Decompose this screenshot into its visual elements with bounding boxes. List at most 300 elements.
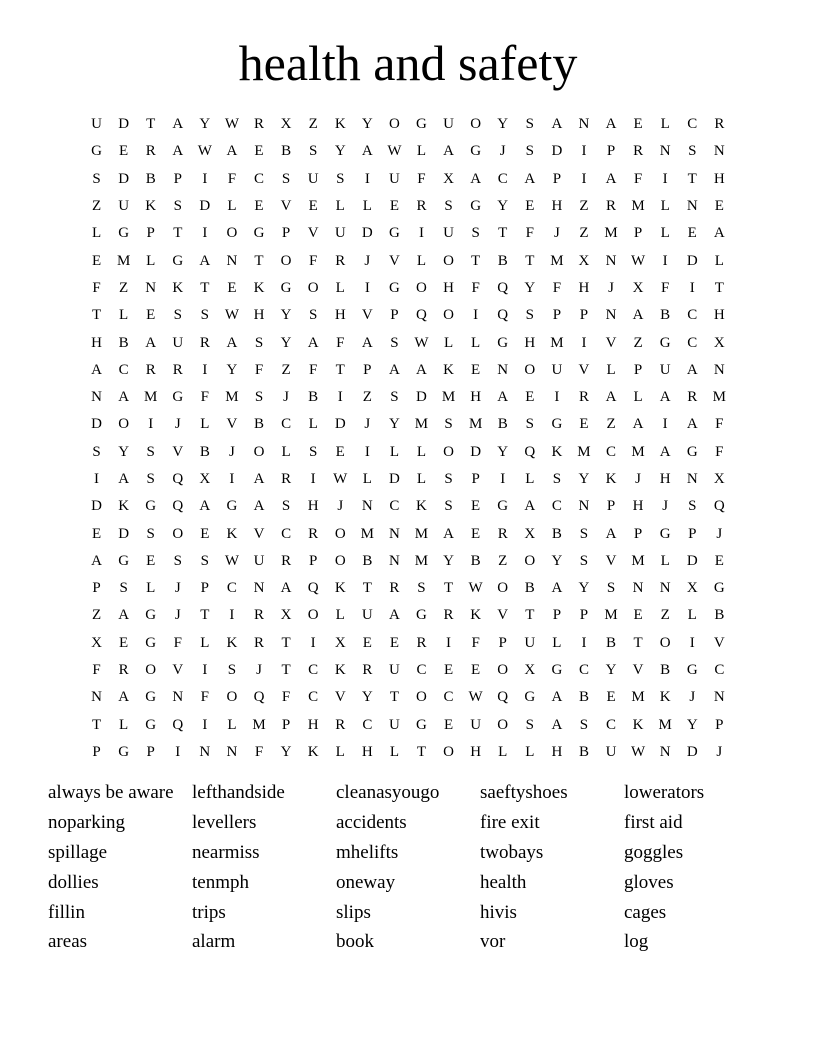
- grid-letter: C: [497, 170, 508, 187]
- grid-letter: N: [91, 389, 102, 406]
- grid-letter: V: [605, 552, 617, 569]
- grid-letter: F: [281, 689, 291, 706]
- grid-letter: O: [172, 525, 184, 542]
- grid-letter: G: [253, 225, 265, 242]
- grid-letter: T: [498, 225, 508, 242]
- grid-letter: U: [388, 662, 400, 679]
- grid-letter: E: [443, 716, 454, 733]
- grid-letter: L: [660, 225, 670, 242]
- grid-letter: C: [687, 116, 698, 133]
- grid-letter: Q: [172, 716, 184, 733]
- grid-letter: J: [364, 416, 371, 433]
- grid-letter: P: [173, 170, 182, 187]
- grid-letter: C: [308, 689, 319, 706]
- grid-letter: H: [632, 498, 644, 515]
- grid-letter: M: [225, 389, 239, 406]
- word-bank-item: log: [624, 931, 649, 953]
- grid-letter: N: [388, 552, 400, 569]
- grid-letter: A: [443, 143, 454, 160]
- grid-letter: Z: [91, 607, 102, 624]
- grid-letter: W: [631, 252, 646, 269]
- grid-letter: R: [281, 471, 292, 487]
- grid-letter: E: [471, 525, 481, 542]
- grid-letter: U: [443, 225, 454, 242]
- grid-letter: T: [687, 170, 697, 187]
- word-bank-item: always be aware: [48, 782, 174, 804]
- grid-letter: G: [659, 525, 671, 542]
- grid-letter: H: [361, 743, 373, 760]
- grid-letter: K: [632, 716, 644, 733]
- grid-letter: Z: [579, 225, 589, 242]
- grid-letter: T: [633, 634, 643, 651]
- grid-letter: T: [173, 225, 183, 242]
- grid-letter: I: [202, 225, 208, 242]
- grid-letter: X: [524, 662, 536, 679]
- grid-letter: J: [553, 225, 560, 242]
- grid-letter: E: [119, 143, 129, 160]
- grid-letter: A: [551, 116, 563, 133]
- grid-letter: E: [471, 498, 481, 515]
- grid-letter: G: [659, 334, 671, 351]
- grid-letter: Y: [497, 116, 509, 133]
- grid-letter: L: [416, 252, 427, 269]
- grid-letter: P: [308, 552, 318, 569]
- grid-row: [83, 466, 733, 493]
- grid-letter: P: [552, 170, 562, 187]
- grid-letter: Y: [388, 416, 400, 433]
- word-bank-item: trips: [192, 901, 226, 923]
- grid-letter: Z: [362, 389, 372, 406]
- grid-row: [83, 220, 733, 247]
- grid-letter: I: [446, 634, 452, 651]
- grid-letter: E: [91, 252, 102, 269]
- grid-letter: L: [362, 471, 372, 487]
- word-bank-row: [48, 778, 768, 808]
- grid-letter: W: [224, 552, 240, 569]
- grid-letter: E: [389, 198, 399, 215]
- grid-letter: G: [686, 443, 698, 460]
- grid-row: [83, 384, 733, 411]
- grid-letter: J: [499, 143, 506, 160]
- grid-letter: B: [524, 580, 535, 597]
- grid-letter: R: [443, 607, 454, 624]
- grid-letter: L: [200, 416, 210, 433]
- page-title: health and safety: [238, 35, 578, 91]
- grid-letter: C: [714, 662, 725, 679]
- grid-letter: T: [91, 307, 102, 324]
- grid-letter: S: [173, 307, 182, 324]
- grid-letter: B: [660, 307, 671, 324]
- word-bank-item: mhelifts: [336, 841, 399, 863]
- grid-letter: J: [174, 607, 181, 624]
- grid-letter: A: [253, 498, 265, 515]
- grid-letter: H: [524, 334, 536, 351]
- grid-letter: T: [91, 716, 102, 733]
- grid-letter: I: [148, 416, 154, 433]
- grid-letter: A: [172, 116, 184, 133]
- grid-letter: J: [716, 743, 723, 760]
- grid-letter: Z: [308, 116, 318, 133]
- grid-letter: K: [334, 116, 346, 133]
- grid-letter: C: [578, 662, 589, 679]
- grid-letter: I: [500, 471, 506, 487]
- grid-letter: I: [202, 170, 208, 187]
- word-bank-item: noparking: [48, 812, 126, 834]
- grid-letter: P: [633, 225, 643, 242]
- grid-letter: S: [579, 552, 589, 569]
- grid-letter: D: [388, 471, 400, 487]
- grid-letter: C: [118, 361, 129, 378]
- word-bank-row: [48, 808, 768, 838]
- grid-letter: U: [118, 198, 130, 215]
- grid-letter: R: [199, 334, 210, 351]
- grid-letter: A: [118, 389, 130, 406]
- grid-letter: L: [525, 743, 535, 760]
- grid-letter: F: [92, 279, 101, 296]
- grid-letter: E: [687, 225, 697, 242]
- grid-letter: W: [468, 580, 483, 597]
- grid-letter: A: [632, 416, 644, 433]
- grid-letter: L: [335, 743, 345, 760]
- grid-letter: I: [662, 252, 668, 269]
- grid-letter: N: [659, 143, 671, 160]
- grid-letter: Y: [443, 552, 454, 569]
- grid-letter: W: [414, 334, 429, 351]
- grid-letter: S: [281, 170, 291, 187]
- grid-letter: X: [280, 607, 292, 624]
- grid-letter: S: [254, 334, 264, 351]
- grid-letter: Q: [307, 580, 319, 597]
- grid-letter: D: [416, 389, 427, 406]
- grid-letter: S: [308, 143, 318, 160]
- grid-letter: G: [551, 662, 563, 679]
- grid-letter: I: [310, 634, 316, 651]
- grid-row: [83, 548, 733, 575]
- grid-letter: S: [444, 198, 453, 215]
- grid-letter: L: [660, 198, 670, 215]
- grid-letter: A: [524, 498, 536, 515]
- grid-letter: D: [551, 143, 563, 160]
- grid-letter: L: [91, 225, 102, 242]
- grid-letter: L: [525, 471, 535, 487]
- grid-letter: G: [686, 662, 698, 679]
- grid-letter: E: [91, 525, 102, 542]
- grid-letter: P: [606, 498, 616, 515]
- grid-letter: T: [335, 361, 345, 378]
- grid-letter: X: [443, 170, 454, 187]
- grid-letter: H: [713, 307, 725, 324]
- grid-row: [83, 138, 733, 165]
- grid-letter: O: [307, 279, 319, 296]
- grid-letter: U: [605, 743, 617, 760]
- grid-letter: M: [550, 252, 564, 269]
- grid-letter: Q: [172, 498, 184, 515]
- grid-letter: B: [714, 607, 725, 624]
- grid-letter: K: [334, 662, 346, 679]
- grid-row: [83, 493, 733, 520]
- grid-letter: V: [497, 607, 509, 624]
- grid-letter: B: [578, 689, 589, 706]
- grid-letter: P: [281, 225, 291, 242]
- grid-letter: L: [119, 716, 129, 733]
- word-bank-item: nearmiss: [192, 841, 260, 863]
- grid-letter: U: [307, 170, 319, 187]
- grid-letter: K: [253, 279, 265, 296]
- grid-letter: E: [633, 116, 643, 133]
- grid-letter: A: [497, 389, 509, 406]
- grid-row: [83, 357, 733, 384]
- grid-letter: M: [360, 525, 374, 542]
- grid-letter: C: [389, 498, 400, 515]
- grid-letter: W: [197, 143, 212, 160]
- grid-letter: O: [497, 662, 509, 679]
- grid-letter: A: [605, 170, 617, 187]
- word-bank-item: accidents: [336, 812, 407, 834]
- grid-letter: S: [525, 716, 534, 733]
- grid-letter: N: [578, 498, 590, 515]
- grid-letter: B: [118, 334, 129, 351]
- grid-letter: S: [390, 389, 399, 406]
- grid-letter: M: [658, 716, 672, 733]
- grid-letter: T: [281, 634, 291, 651]
- grid-letter: P: [92, 743, 101, 760]
- grid-letter: R: [687, 389, 698, 406]
- grid-letter: C: [687, 334, 698, 351]
- grid-row: [83, 684, 733, 711]
- grid-letter: F: [715, 443, 724, 460]
- grid-letter: S: [146, 443, 155, 460]
- grid-letter: G: [713, 580, 725, 597]
- grid-letter: J: [174, 416, 181, 433]
- grid-letter: G: [388, 225, 400, 242]
- grid-letter: A: [118, 471, 130, 487]
- grid-row: [83, 712, 733, 739]
- grid-letter: Q: [172, 471, 184, 487]
- grid-letter: S: [579, 525, 589, 542]
- grid-letter: R: [606, 198, 617, 215]
- grid-letter: S: [417, 580, 426, 597]
- grid-letter: I: [473, 307, 479, 324]
- grid-letter: U: [524, 634, 536, 651]
- grid-letter: A: [388, 361, 400, 378]
- grid-letter: S: [200, 307, 210, 324]
- grid-letter: K: [334, 580, 346, 597]
- grid-letter: S: [200, 552, 210, 569]
- grid-letter: R: [254, 634, 265, 651]
- grid-letter: O: [388, 116, 400, 133]
- grid-letter: Y: [686, 716, 698, 733]
- grid-letter: L: [471, 334, 481, 351]
- word-bank-item: saeftyshoes: [480, 782, 568, 804]
- grid-letter: O: [307, 607, 319, 624]
- grid-letter: Q: [253, 689, 265, 706]
- grid-letter: A: [686, 416, 698, 433]
- grid-letter: Q: [713, 498, 725, 515]
- grid-row: [83, 247, 733, 274]
- grid-letter: L: [119, 307, 129, 324]
- word-bank-item: book: [336, 931, 374, 953]
- grid-letter: S: [173, 198, 182, 215]
- grid-letter: T: [146, 116, 156, 133]
- grid-letter: O: [416, 689, 427, 706]
- grid-letter: N: [605, 307, 617, 324]
- word-bank-item: levellers: [192, 812, 257, 834]
- word-bank-row: [48, 927, 768, 957]
- grid-letter: I: [94, 471, 100, 487]
- grid-letter: P: [92, 580, 101, 597]
- grid-letter: N: [686, 198, 698, 215]
- grid-letter: J: [608, 279, 614, 296]
- grid-letter: N: [713, 689, 725, 706]
- grid-letter: X: [632, 279, 644, 296]
- grid-letter: B: [199, 443, 210, 460]
- grid-letter: F: [633, 170, 643, 187]
- grid-letter: E: [254, 198, 264, 215]
- grid-letter: I: [554, 389, 560, 406]
- grid-letter: C: [606, 716, 617, 733]
- grid-letter: Z: [660, 607, 670, 624]
- grid-letter: E: [146, 552, 156, 569]
- grid-letter: L: [146, 252, 156, 269]
- grid-letter: A: [361, 143, 373, 160]
- grid-letter: R: [633, 143, 644, 160]
- grid-letter: G: [497, 498, 509, 515]
- grid-letter: D: [686, 552, 698, 569]
- grid-letter: G: [497, 334, 509, 351]
- grid-letter: J: [364, 252, 371, 269]
- grid-letter: M: [144, 389, 158, 406]
- grid-letter: Z: [579, 198, 589, 215]
- grid-letter: I: [581, 334, 587, 351]
- grid-letter: G: [524, 689, 536, 706]
- grid-letter: J: [256, 662, 262, 679]
- grid-letter: X: [713, 334, 725, 351]
- grid-row: [83, 520, 733, 547]
- grid-letter: K: [605, 471, 617, 487]
- grid-letter: V: [388, 252, 400, 269]
- grid-letter: A: [199, 252, 211, 269]
- word-bank-item: twobays: [480, 841, 544, 863]
- grid-letter: M: [116, 252, 131, 269]
- word-bank-item: cleanasyougo: [336, 782, 440, 804]
- grid-letter: B: [281, 143, 292, 160]
- grid-letter: Y: [578, 471, 590, 487]
- grid-letter: U: [470, 716, 482, 733]
- grid-letter: E: [471, 662, 481, 679]
- grid-letter: P: [579, 307, 589, 324]
- word-bank-item: fillin: [48, 901, 85, 923]
- grid-letter: S: [525, 416, 534, 433]
- grid-letter: O: [145, 662, 157, 679]
- grid-row: [83, 302, 733, 329]
- grid-letter: W: [468, 689, 483, 706]
- grid-letter: E: [254, 143, 264, 160]
- grid-letter: F: [200, 389, 210, 406]
- grid-letter: A: [253, 471, 265, 487]
- grid-letter: D: [686, 743, 698, 760]
- grid-letter: U: [443, 116, 454, 133]
- grid-row: [83, 739, 733, 766]
- grid-letter: L: [389, 743, 399, 760]
- grid-letter: A: [551, 580, 563, 597]
- grid-letter: U: [91, 116, 102, 133]
- grid-letter: K: [118, 498, 130, 515]
- grid-letter: S: [336, 170, 345, 187]
- grid-letter: A: [118, 607, 130, 624]
- grid-letter: Q: [497, 689, 509, 706]
- grid-letter: R: [335, 716, 346, 733]
- grid-letter: L: [714, 252, 724, 269]
- grid-letter: M: [631, 443, 645, 460]
- grid-letter: A: [361, 334, 373, 351]
- grid-letter: F: [552, 279, 562, 296]
- grid-letter: I: [418, 225, 424, 242]
- grid-letter: F: [417, 170, 426, 187]
- grid-letter: S: [471, 225, 480, 242]
- grid-letter: Z: [498, 552, 508, 569]
- grid-letter: L: [227, 716, 237, 733]
- grid-letter: L: [416, 143, 427, 160]
- grid-letter: G: [470, 143, 482, 160]
- grid-letter: Y: [361, 689, 373, 706]
- grid-letter: P: [146, 743, 155, 760]
- grid-letter: R: [145, 143, 156, 160]
- grid-letter: L: [660, 552, 670, 569]
- grid-letter: I: [202, 361, 208, 378]
- grid-letter: B: [606, 634, 617, 651]
- grid-letter: N: [659, 743, 671, 760]
- grid-letter: K: [470, 607, 482, 624]
- grid-row: [83, 411, 733, 438]
- grid-letter: L: [498, 743, 508, 760]
- grid-letter: O: [334, 525, 346, 542]
- grid-letter: Y: [605, 662, 617, 679]
- grid-letter: F: [471, 634, 480, 651]
- grid-letter: N: [713, 143, 725, 160]
- word-bank-item: alarm: [192, 931, 236, 953]
- grid-letter: S: [444, 471, 453, 487]
- grid-letter: Y: [497, 198, 509, 215]
- grid-letter: U: [551, 361, 563, 378]
- grid-letter: B: [551, 525, 562, 542]
- grid-letter: G: [91, 143, 102, 160]
- letter-grid: [83, 111, 733, 766]
- grid-letter: L: [687, 607, 697, 624]
- grid-letter: N: [145, 279, 157, 296]
- grid-letter: O: [497, 716, 509, 733]
- grid-letter: G: [145, 716, 157, 733]
- grid-letter: R: [281, 552, 292, 569]
- grid-letter: M: [577, 443, 591, 460]
- grid-letter: G: [145, 498, 157, 515]
- grid-letter: N: [91, 689, 102, 706]
- grid-letter: I: [581, 170, 587, 187]
- grid-letter: T: [525, 252, 535, 269]
- grid-letter: A: [713, 225, 725, 242]
- grid-letter: A: [226, 143, 238, 160]
- grid-letter: T: [714, 279, 724, 296]
- grid-letter: N: [578, 116, 590, 133]
- grid-letter: U: [172, 334, 184, 351]
- grid-letter: O: [524, 552, 536, 569]
- word-bank: [48, 778, 768, 957]
- grid-letter: R: [254, 116, 265, 133]
- grid-letter: A: [226, 334, 238, 351]
- grid-letter: P: [633, 361, 643, 378]
- grid-row: [83, 111, 733, 138]
- grid-letter: M: [468, 416, 483, 433]
- grid-letter: E: [714, 552, 724, 569]
